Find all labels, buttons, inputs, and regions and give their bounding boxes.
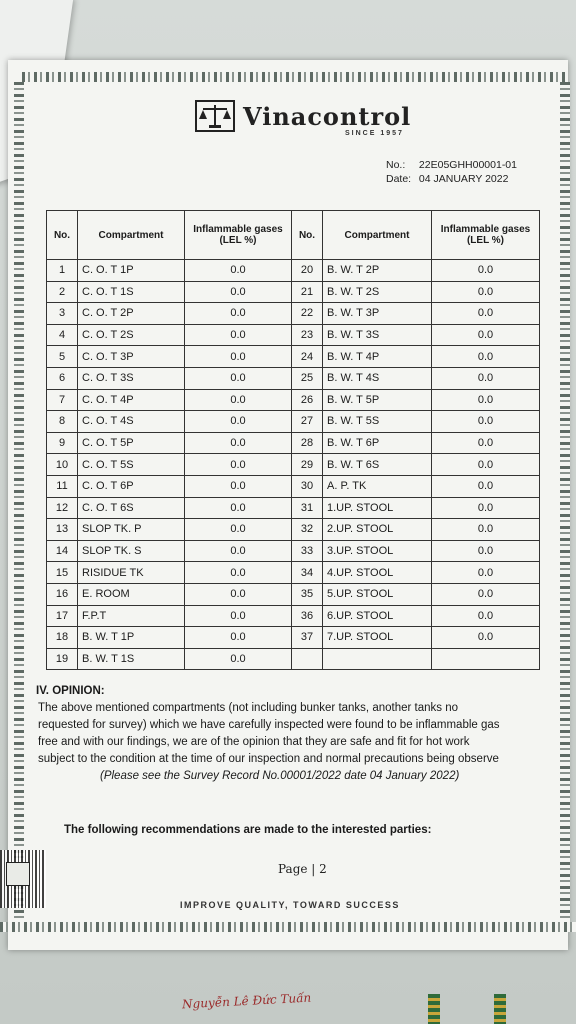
recommendation-text: The following recommendations are made to the interested parties: [64,824,432,836]
row-compartment: C. O. T 6S [78,497,185,519]
row-compartment-2: A. P. TK [323,475,432,497]
row-lel: 0.0 [185,389,292,411]
since-label: SINCE 1957 [345,130,404,137]
decorative-border-left [14,82,24,922]
row-compartment: C. O. T 5P [78,432,185,454]
row-no: 4 [47,324,78,346]
decorative-border-bottom [0,922,576,932]
slogan: IMPROVE QUALITY, TOWARD SUCCESS [180,900,400,910]
row-lel-2: 0.0 [432,324,540,346]
row-no: 9 [47,432,78,454]
row-lel-2: 0.0 [432,260,540,282]
row-compartment-2: B. W. T 6S [323,454,432,476]
opinion-line: subject to the condition at the time of our inspection and normal precautions being observe [38,753,499,765]
row-lel: 0.0 [185,540,292,562]
row-no-2: 27 [292,411,323,433]
row-no: 8 [47,411,78,433]
row-no: 5 [47,346,78,368]
row-compartment: SLOP TK. P [78,519,185,541]
row-lel-2: 0.0 [432,583,540,605]
col-header-compartment-2: Compartment [323,211,432,260]
row-lel-2 [432,648,540,670]
row-no: 15 [47,562,78,584]
row-no: 1 [47,260,78,282]
row-lel-2: 0.0 [432,497,540,519]
row-no: 13 [47,519,78,541]
company-logo [195,100,411,132]
row-compartment: C. O. T 2S [78,324,185,346]
row-compartment-2: 2.UP. STOOL [323,519,432,541]
row-no-2: 36 [292,605,323,627]
row-lel-2: 0.0 [432,281,540,303]
decorative-border-right [560,82,570,922]
row-lel-2: 0.0 [432,562,540,584]
compartment-table [46,210,540,670]
row-lel-2: 0.0 [432,454,540,476]
row-lel: 0.0 [185,432,292,454]
row-no: 14 [47,540,78,562]
row-no-2: 23 [292,324,323,346]
col-header-lel: Inflammable gases (LEL %) [185,211,292,260]
row-lel-2: 0.0 [432,540,540,562]
row-no-2: 34 [292,562,323,584]
table-row [47,346,540,368]
row-lel-2: 0.0 [432,389,540,411]
row-lel-2: 0.0 [432,303,540,325]
row-no-2: 22 [292,303,323,325]
table-row [47,324,540,346]
survey-reference: (Please see the Survey Record No.00001/2022 date 04 January 2022) [100,770,460,782]
row-lel-2: 0.0 [432,605,540,627]
row-compartment: SLOP TK. S [78,540,185,562]
row-compartment: C. O. T 4P [78,389,185,411]
row-compartment: C. O. T 6P [78,475,185,497]
row-compartment: RISIDUE TK [78,562,185,584]
table-row [47,497,540,519]
row-compartment-2: B. W. T 6P [323,432,432,454]
row-no-2: 32 [292,519,323,541]
brand-name: Vinacontrol [243,101,412,131]
row-no: 3 [47,303,78,325]
opinion-line: requested for survey) which we have carefully inspected were found to be inflammable gas [38,719,500,731]
row-compartment: C. O. T 3P [78,346,185,368]
row-no-2: 35 [292,583,323,605]
row-lel: 0.0 [185,411,292,433]
row-lel-2: 0.0 [432,411,540,433]
row-no-2: 28 [292,432,323,454]
row-lel: 0.0 [185,519,292,541]
row-no-2: 30 [292,475,323,497]
row-compartment: C. O. T 1S [78,281,185,303]
row-no: 17 [47,605,78,627]
table-row [47,540,540,562]
table-row [47,454,540,476]
table-row [47,260,540,282]
opinion-line: The above mentioned compartments (not including bunker tanks, another tanks no [38,702,458,714]
row-lel: 0.0 [185,627,292,649]
row-compartment-2: 7.UP. STOOL [323,627,432,649]
document-meta [386,158,517,186]
row-no-2: 26 [292,389,323,411]
row-no: 19 [47,648,78,670]
row-lel: 0.0 [185,303,292,325]
table-row [47,583,540,605]
row-lel-2: 0.0 [432,432,540,454]
row-compartment-2: B. W. T 5S [323,411,432,433]
row-no: 12 [47,497,78,519]
row-compartment: C. O. T 3S [78,367,185,389]
scales-icon [195,100,235,132]
table-row [47,281,540,303]
table-row [47,389,540,411]
opinion-line: free and with our findings, we are of the opinion that they are safe and fit for hot work [38,736,470,748]
row-compartment-2: B. W. T 2S [323,281,432,303]
decorative-border-top [22,72,568,82]
row-no-2: 31 [292,497,323,519]
row-compartment-2: B. W. T 2P [323,260,432,282]
row-no: 10 [47,454,78,476]
row-no-2: 21 [292,281,323,303]
table-row [47,475,540,497]
row-no: 11 [47,475,78,497]
table-row [47,648,540,670]
row-no: 6 [47,367,78,389]
row-lel: 0.0 [185,648,292,670]
row-lel-2: 0.0 [432,475,540,497]
doc-number: 22E05GHH00001-01 [418,159,517,171]
row-lel: 0.0 [185,475,292,497]
row-compartment: C. O. T 2P [78,303,185,325]
row-no: 2 [47,281,78,303]
row-compartment-2: B. W. T 3S [323,324,432,346]
doc-number-label: No.: [386,159,406,171]
col-header-no: No. [47,211,78,260]
signature: Nguyễn Lê Đức Tuấn [181,990,312,1012]
row-no: 18 [47,627,78,649]
row-lel: 0.0 [185,281,292,303]
row-lel-2: 0.0 [432,519,540,541]
row-compartment-2 [323,648,432,670]
row-lel: 0.0 [185,367,292,389]
page-number: Page | 2 [278,862,327,876]
doc-date: 04 JANUARY 2022 [418,173,509,185]
table-body [47,260,540,670]
table-row [47,605,540,627]
row-no-2: 37 [292,627,323,649]
row-compartment-2: B. W. T 4P [323,346,432,368]
row-no-2: 25 [292,367,323,389]
row-compartment: F.P.T [78,605,185,627]
row-lel: 0.0 [185,497,292,519]
row-compartment: E. ROOM [78,583,185,605]
qr-logo [6,862,30,886]
table-row [47,627,540,649]
doc-date-label: Date: [386,173,412,185]
table-row [47,367,540,389]
row-compartment-2: B. W. T 4S [323,367,432,389]
row-lel-2: 0.0 [432,346,540,368]
row-lel-2: 0.0 [432,627,540,649]
col-header-compartment: Compartment [78,211,185,260]
row-compartment: B. W. T 1P [78,627,185,649]
row-no-2 [292,648,323,670]
row-no-2: 20 [292,260,323,282]
row-lel: 0.0 [185,605,292,627]
table-row [47,432,540,454]
row-compartment-2: 5.UP. STOOL [323,583,432,605]
row-no-2: 29 [292,454,323,476]
binder-tab-1 [428,994,440,1024]
opinion-heading: IV. OPINION: [36,685,105,697]
row-compartment-2: 1.UP. STOOL [323,497,432,519]
row-no-2: 33 [292,540,323,562]
row-compartment: C. O. T 5S [78,454,185,476]
table-row [47,303,540,325]
row-compartment-2: 6.UP. STOOL [323,605,432,627]
table-header-row [47,211,540,260]
col-header-lel-2: Inflammable gases (LEL %) [432,211,540,260]
row-compartment-2: B. W. T 5P [323,389,432,411]
binder-tab-2 [494,994,506,1024]
row-lel: 0.0 [185,454,292,476]
row-no: 16 [47,583,78,605]
row-compartment-2: 3.UP. STOOL [323,540,432,562]
table-row [47,411,540,433]
row-no-2: 24 [292,346,323,368]
row-compartment: C. O. T 4S [78,411,185,433]
row-compartment: B. W. T 1S [78,648,185,670]
row-compartment-2: 4.UP. STOOL [323,562,432,584]
row-compartment-2: B. W. T 3P [323,303,432,325]
row-lel: 0.0 [185,346,292,368]
row-lel: 0.0 [185,260,292,282]
row-no: 7 [47,389,78,411]
row-lel: 0.0 [185,562,292,584]
opinion-section [36,683,576,785]
row-lel: 0.0 [185,583,292,605]
row-lel: 0.0 [185,324,292,346]
row-lel-2: 0.0 [432,367,540,389]
table-row [47,562,540,584]
row-compartment: C. O. T 1P [78,260,185,282]
col-header-no-2: No. [292,211,323,260]
table-row [47,519,540,541]
